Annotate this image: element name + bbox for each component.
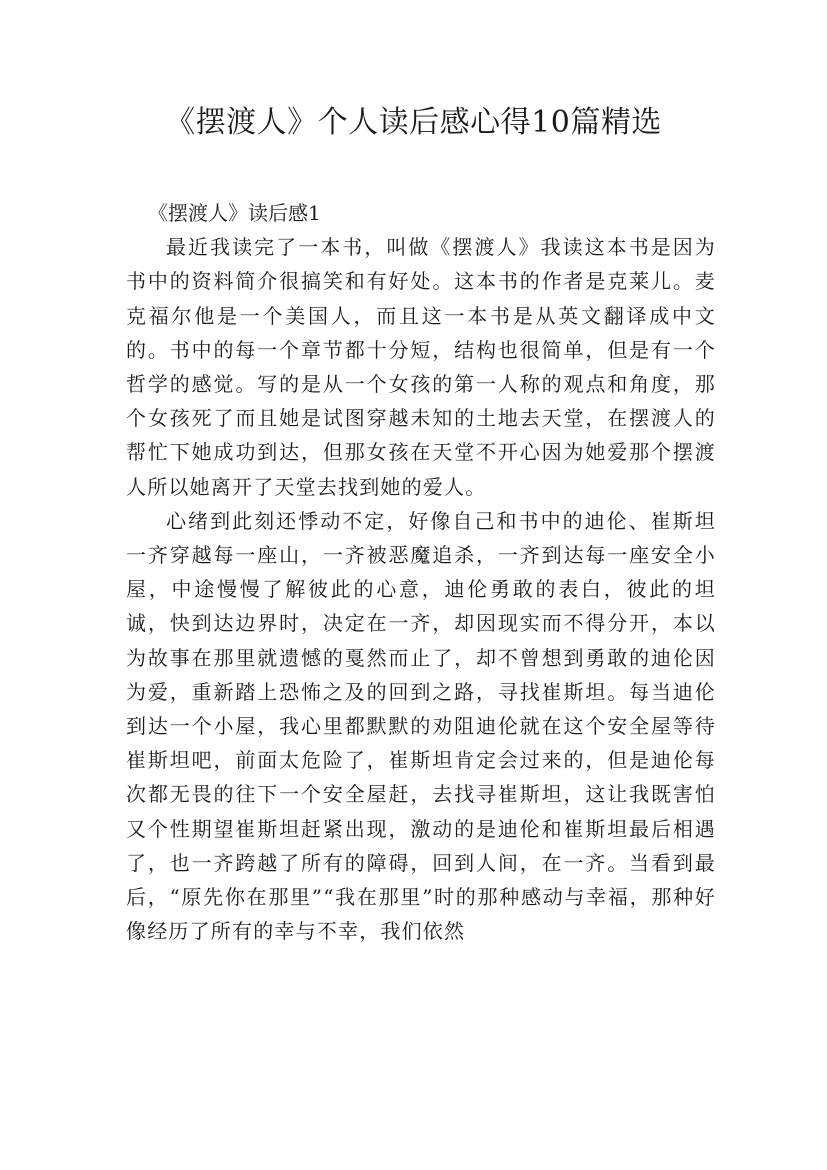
paragraph-1: 最近我读完了一本书，叫做《摆渡人》我读这本书是因为书中的资料简介很搞笑和有好处。这本书的作者是克莱儿。麦克福尔他是一个美国人，而且这一本书是从英文翻译成中文的。书中的每一个章节都十分短，结构也很简单，但是有一个哲学的感觉。写的是从一个女孩的第一人称的观点和角度，那个女孩死了而且她是试图穿越未知的土地去天堂，在摆渡人的帮忙下她成功到达，但那女孩在天堂不开心因为她爱那个摆渡人所以她离开了天堂去找到她的爱人。 — [126, 235, 716, 499]
document-body — [126, 196, 716, 948]
document-title: 《摆渡人》个人读后感心得10篇精选 — [165, 105, 662, 140]
section-heading: 《摆渡人》读后感1 — [148, 201, 321, 225]
paragraph-2: 心绪到此刻还悸动不定，好像自己和书中的迪伦、崔斯坦一齐穿越每一座山，一齐被恶魔追杀，一齐到达每一座安全小屋，中途慢慢了解彼此的心意，迪伦勇敢的表白，彼此的坦诚，快到达边界时，决定在一齐，却因现实而不得分开，本以为故事在那里就遗憾的戛然而止了，却不曾想到勇敢的迪伦因为爱，重新踏上恐怖之及的回到之路，寻找崔斯坦。每当迪伦到达一个小屋，我心里都默默的劝阻迪伦就在这个安全屋等待崔斯坦吧，前面太危险了，崔斯坦肯定会过来的，但是迪伦每次都无畏的往下一个安全屋赶，去找寻崔斯坦，这让我既害怕又个性期望崔斯坦赶紧出现，激动的是迪伦和崔斯坦最后相遇了，也一齐跨越了所有的障碍，回到人间，在一齐。当看到最后，“原先你在那里”“我在那里”时的那种感动与幸福，那种好像经历了所有的幸与不幸，我们依然 — [126, 508, 716, 944]
